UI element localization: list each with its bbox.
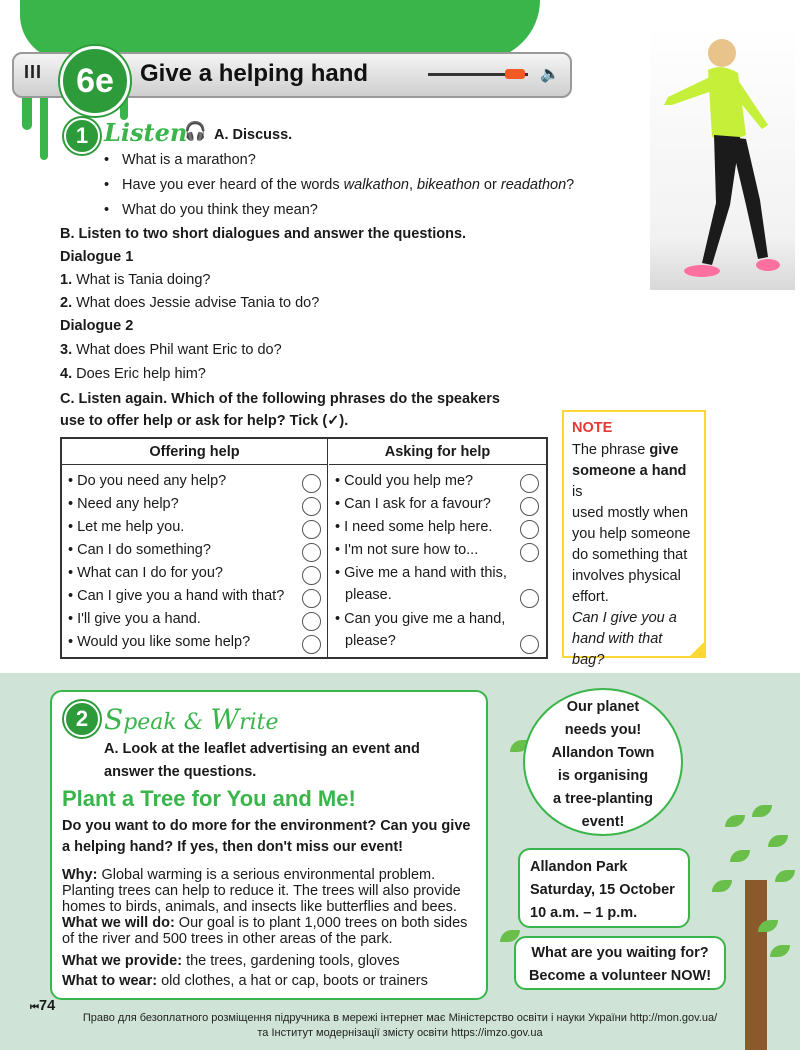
question-4: 4. Does Eric help him? bbox=[60, 366, 206, 382]
part-a-label: A. Discuss. bbox=[214, 127, 293, 143]
part-c-instruction-line2: use to offer help or ask for help? Tick (✓). bbox=[60, 413, 349, 429]
table-row-continued: please. bbox=[345, 587, 392, 603]
leaflet-title: Plant a Tree for You and Me! bbox=[62, 786, 356, 811]
speak-write-heading: Speak & Write bbox=[104, 703, 279, 736]
table-row: • Do you need any help? bbox=[68, 473, 227, 489]
tick-circle[interactable] bbox=[520, 520, 539, 539]
discussion-list bbox=[104, 151, 574, 226]
tick-circle[interactable] bbox=[302, 589, 321, 608]
rewind-icon: ⏮ bbox=[30, 1002, 39, 1013]
table-row: • Can I ask for a favour? bbox=[335, 496, 491, 512]
leaflet-what-to-wear: What to wear: old clothes, a hat or cap, boots or trainers bbox=[62, 973, 428, 989]
planet-needs-you-bubble: Our planet needs you! Allandon Town is organising a tree-planting event! bbox=[523, 688, 683, 836]
part-a-instruction-line2: answer the questions. bbox=[104, 764, 257, 780]
leaflet-what-we-provide: What we provide: the trees, gardening tools, gloves bbox=[62, 953, 400, 969]
tick-circle[interactable] bbox=[302, 612, 321, 631]
tick-circle[interactable] bbox=[302, 520, 321, 539]
table-row: • Can I give you a hand with that? bbox=[68, 588, 285, 604]
question-2: 2. What does Jessie advise Tania to do? bbox=[60, 295, 320, 311]
table-row: • Could you help me? bbox=[335, 473, 474, 489]
speaker-icon[interactable]: 🔈 bbox=[540, 66, 560, 83]
table-row: • Can you give me a hand, bbox=[335, 611, 506, 627]
table-row: • I'm not sure how to... bbox=[335, 542, 479, 558]
leaflet-intro-line1: Do you want to do more for the environment? Can you give bbox=[62, 818, 471, 834]
table-row: • Can I do something? bbox=[68, 542, 211, 558]
table-row: • I need some help here. bbox=[335, 519, 493, 535]
tick-circle[interactable] bbox=[302, 566, 321, 585]
headphones-icon: 🎧 bbox=[184, 121, 207, 141]
phrases-table bbox=[60, 437, 548, 659]
tick-circle[interactable] bbox=[520, 543, 539, 562]
tick-circle[interactable] bbox=[520, 589, 539, 608]
table-row: • Would you like some help? bbox=[68, 634, 251, 650]
leaflet-why-cont: homes to birds, animals, and insects like butterflies and bees. bbox=[62, 899, 457, 915]
question-3: 3. What does Phil want Eric to do? bbox=[60, 342, 282, 358]
table-row: • Give me a hand with this, bbox=[335, 565, 507, 581]
asking-for-help-header: Asking for help bbox=[329, 439, 546, 465]
note-title: NOTE bbox=[572, 420, 613, 436]
leaflet-why: Why: Global warming is a serious environmental problem. bbox=[62, 867, 436, 883]
list-item: • Have you ever heard of the words walkathon, bikeathon or readathon? bbox=[104, 176, 574, 201]
tick-circle[interactable] bbox=[302, 474, 321, 493]
page-number: ⏮74 bbox=[30, 998, 56, 1014]
tree-illustration bbox=[745, 880, 767, 1050]
leaflet-why-cont: Planting trees can help to reduce it. The trees will also provide bbox=[62, 883, 461, 899]
note-corner-fold bbox=[688, 640, 706, 658]
tick-circle[interactable] bbox=[520, 474, 539, 493]
leaflet-what-we-do-cont: of the river and 500 trees in other areas of the park. bbox=[62, 931, 393, 947]
part-b-instruction: B. Listen to two short dialogues and answer the questions. bbox=[60, 226, 467, 242]
table-row-continued: please? bbox=[345, 633, 396, 649]
table-row: • I'll give you a hand. bbox=[68, 611, 201, 627]
section-number-2: 2 bbox=[64, 701, 100, 737]
listen-heading: Listen bbox=[104, 118, 188, 147]
footer-copyright-line1: Право для безоплатного розміщення підручника в мережі інтернет має Міністерство освіти і науки України http://mon.gov.ua/ bbox=[82, 1012, 718, 1024]
tick-circle[interactable] bbox=[520, 497, 539, 516]
runner-photo bbox=[650, 25, 795, 290]
offering-help-column bbox=[62, 439, 328, 657]
tick-circle[interactable] bbox=[302, 497, 321, 516]
section-number-1: 1 bbox=[64, 118, 100, 154]
tick-circle[interactable] bbox=[520, 635, 539, 654]
offering-help-header: Offering help bbox=[62, 439, 327, 465]
dialogue-2-label: Dialogue 2 bbox=[60, 318, 134, 334]
tick-circle[interactable] bbox=[302, 543, 321, 562]
paint-drip bbox=[40, 90, 48, 160]
part-c-instruction-line1: C. Listen again. Which of the following phrases do the speakers bbox=[60, 391, 500, 407]
leaflet-what-we-do: What we will do: Our goal is to plant 1,000 trees on both sides bbox=[62, 915, 468, 931]
dialogue-1-label: Dialogue 1 bbox=[60, 249, 134, 265]
footer-copyright-line2: та Інститут модернізації змісту освіти https://imzo.gov.ua bbox=[257, 1027, 543, 1039]
event-details-bubble: Allandon Park Saturday, 15 October 10 a.m. – 1 p.m. bbox=[518, 848, 690, 928]
tick-circle[interactable] bbox=[302, 635, 321, 654]
question-1: 1. What is Tania doing? bbox=[60, 272, 211, 288]
bars-icon: III bbox=[24, 62, 43, 82]
note-body: The phrase give someone a hand is used mostly when you help someone do something that involves physical effort. Can I give you a hand with that bag? bbox=[572, 442, 691, 668]
part-a-instruction-line1: A. Look at the leaflet advertising an event and bbox=[104, 741, 420, 757]
unit-badge: 6e bbox=[60, 46, 130, 116]
volunteer-call-bubble: What are you waiting for? Become a volunteer NOW! bbox=[514, 936, 726, 990]
table-row: • What can I do for you? bbox=[68, 565, 223, 581]
list-item: • What do you think they mean? bbox=[104, 201, 574, 226]
table-row: • Let me help you. bbox=[68, 519, 185, 535]
unit-title: Give a helping hand bbox=[140, 60, 369, 87]
leaflet-intro-line2: a helping hand? If yes, then don't miss our event! bbox=[62, 839, 404, 855]
asking-for-help-column bbox=[329, 439, 546, 657]
list-item: • What is a marathon? bbox=[104, 151, 574, 176]
note-box bbox=[562, 410, 706, 668]
table-row: • Need any help? bbox=[68, 496, 179, 512]
audio-progress-knob[interactable] bbox=[505, 69, 525, 79]
